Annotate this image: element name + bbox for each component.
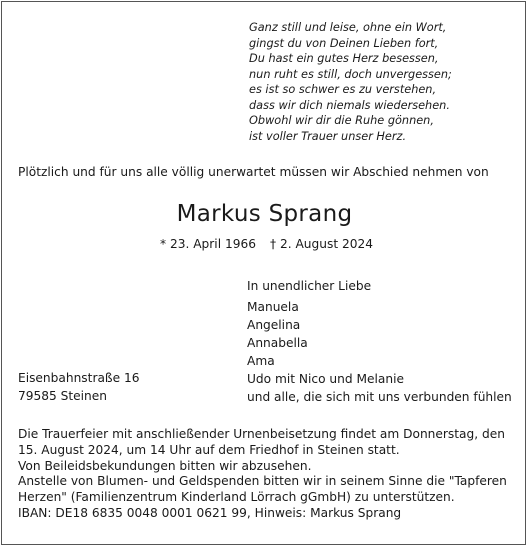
notice-line: Herzen" (Familienzentrum Kinderland Lörrach gGmbH) zu unterstützen. — [18, 490, 455, 505]
notice-line: Von Beileidsbekundungen bitten wir abzusehen. — [18, 458, 312, 473]
address-city: 79585 Steinen — [18, 389, 107, 403]
mourner-name: Udo mit Nico und Melanie — [247, 372, 404, 386]
mourner-name: Ama — [247, 354, 275, 368]
poem-line: dass wir dich niemals wiedersehen. — [249, 98, 450, 112]
deceased-name: Markus Sprang — [176, 201, 353, 227]
intro-text: Plötzlich und für uns alle völlig unerwartet müssen wir Abschied nehmen von — [18, 165, 489, 179]
life-dates — [160, 236, 420, 252]
notice-line: Die Trauerfeier mit anschließender Urnenbeisetzung findet am Donnerstag, den — [18, 427, 505, 441]
family-address — [18, 369, 238, 405]
mourner-name: Angelina — [247, 318, 301, 332]
poem — [249, 20, 519, 144]
poem-line: gingst du von Deinen Lieben fort, — [249, 36, 439, 50]
address-street: Eisenbahnstraße 16 — [18, 371, 140, 385]
poem-line: nun ruht es still, doch unvergessen; — [249, 67, 452, 81]
mourner-closing: und alle, die sich mit uns verbunden fühlen — [247, 390, 512, 404]
funeral-notice — [18, 427, 518, 522]
mourners-list — [247, 277, 523, 406]
poem-line: ist voller Trauer unser Herz. — [249, 129, 407, 143]
poem-line: es ist so schwer es zu verstehen, — [249, 83, 437, 96]
mourners-intro: In unendlicher Liebe — [247, 279, 372, 293]
poem-line: Ganz still und leise, ohne ein Wort, — [249, 21, 447, 34]
notice-line: 15. August 2024, um 14 Uhr auf dem Friedhof in Steinen statt. — [18, 442, 400, 457]
poem-line: Obwohl wir dir die Ruhe gönnen, — [249, 114, 434, 127]
mourner-name: Annabella — [247, 336, 308, 350]
mourner-name: Manuela — [247, 300, 299, 314]
notice-line: Anstelle von Blumen- und Geldspenden bitten wir in seinem Sinne die "Tapferen — [18, 474, 507, 489]
death-date: † 2. August 2024 — [269, 237, 373, 251]
notice-line: IBAN: DE18 6835 0048 0001 0621 99, Hinweis: Markus Sprang — [18, 505, 402, 520]
birth-date: * 23. April 1966 — [160, 237, 256, 251]
poem-line: Du hast ein gutes Herz besessen, — [249, 52, 439, 65]
